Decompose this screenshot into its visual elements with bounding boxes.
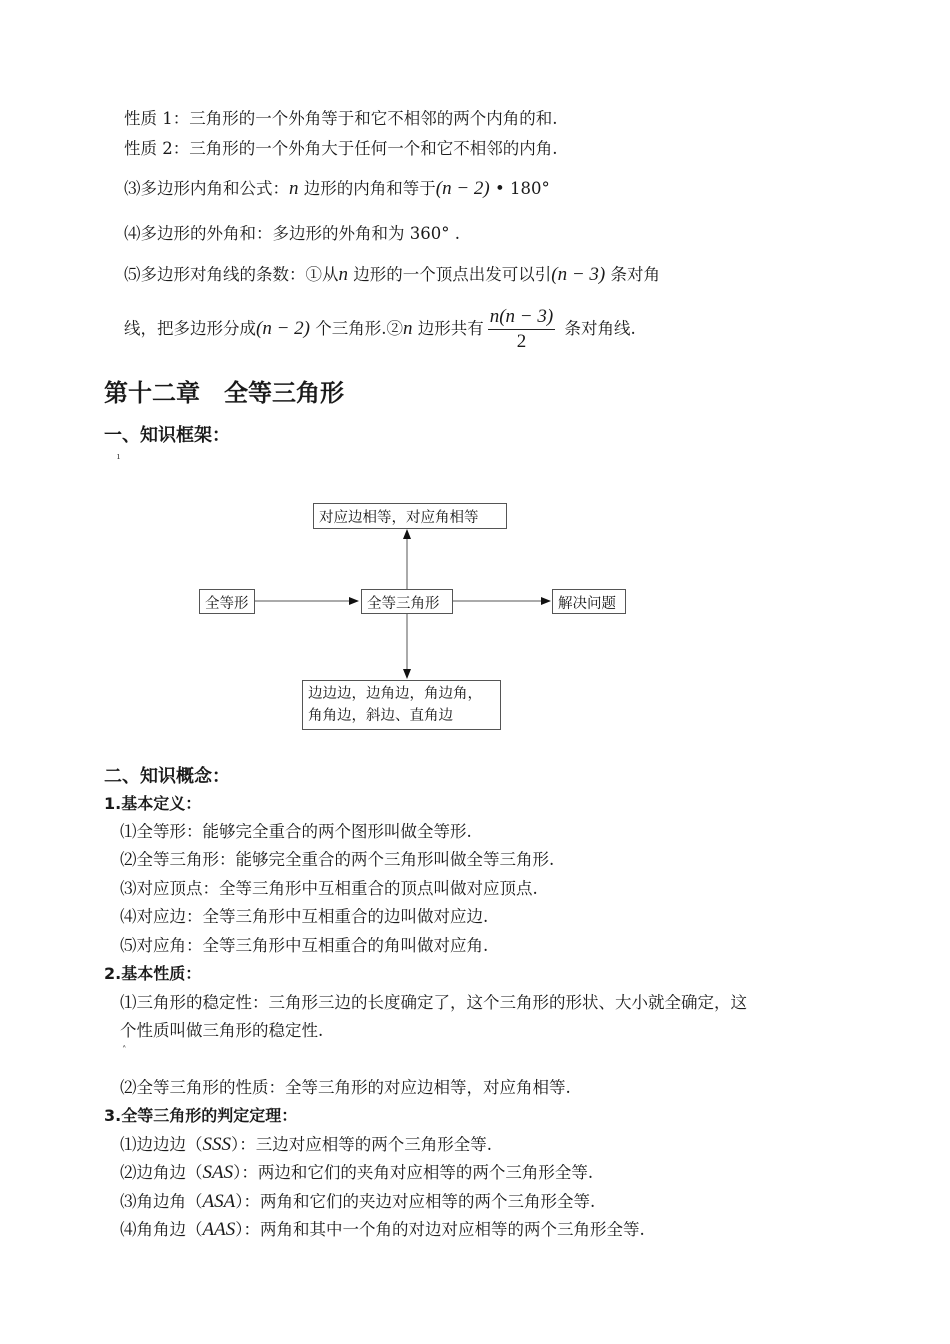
line6-mid2: 边形共有: [412, 319, 484, 338]
definition-congruent-figures: ⑴全等形：能够完全重合的两个图形叫做全等形.: [120, 822, 472, 841]
item3-prefix: ⑶多边形内角和公式：: [124, 179, 289, 198]
stray-mark-2: ˄: [122, 1046, 127, 1056]
definition-corresponding-vertices: ⑶对应顶点：全等三角形中互相重合的顶点叫做对应顶点.: [120, 879, 538, 898]
item3-n: n: [289, 178, 299, 199]
theorem-sas-abbr: SAS: [202, 1162, 234, 1183]
subsection-basic-definitions: 1.基本定义：: [104, 794, 202, 813]
theorem-sss-abbr: SSS: [202, 1134, 231, 1155]
theorem-aas-prefix: ⑷角角边（: [120, 1220, 203, 1239]
section-title-framework: 一、知识框架：: [104, 425, 230, 446]
theorem-aas: [120, 1216, 645, 1241]
theorem-asa-prefix: ⑶角边角（: [120, 1192, 203, 1211]
item3-mid: 边形的内角和等于: [298, 179, 436, 198]
criteria-line-2: 角角边，斜边、直角边: [308, 708, 453, 724]
item3-suffix: • 180°: [489, 179, 550, 198]
diagram-box-correspondence: 对应边相等，对应角相等: [313, 503, 507, 529]
fraction-denominator: 2: [516, 331, 527, 352]
definition-corresponding-angles: ⑸对应角：全等三角形中互相重合的角叫做对应角.: [120, 936, 489, 955]
diagram-box-congruent-triangles: 全等三角形: [361, 589, 453, 614]
theorem-sss-prefix: ⑴边边边（: [120, 1135, 203, 1154]
line6-n: n: [402, 318, 413, 339]
property-2: 性质 2：三角形的一个外角大于任何一个和它不相邻的内角.: [124, 139, 558, 158]
theorem-asa-suffix: ）：两角和它们的夹边对应相等的两个三角形全等.: [235, 1192, 596, 1211]
theorem-sas-suffix: ）：两边和它们的夹角对应相等的两个三角形全等.: [233, 1163, 594, 1182]
chapter-title: 第十二章 全等三角形: [104, 379, 344, 407]
criteria-line-1: 边边边，边角边，角边角，: [308, 686, 482, 702]
theorem-asa-abbr: ASA: [202, 1191, 236, 1212]
subsection-criteria-theorems: 3.全等三角形的判定定理：: [104, 1106, 298, 1125]
item-exterior-angle-sum: ⑷多边形的外角和：多边形的外角和为 360° .: [124, 224, 460, 243]
theorem-sas: [120, 1159, 593, 1184]
diagram-box-criteria: [302, 680, 501, 730]
line6-prefix: 线，把多边形分成: [124, 319, 256, 338]
property-stability-line-2: 个性质叫做三角形的稳定性.: [120, 1021, 324, 1040]
property-stability-line-1: ⑴三角形的稳定性：三角形三边的长度确定了，这个三角形的形状、大小就全确定，这: [120, 993, 747, 1012]
line6-expr: (n − 2): [256, 318, 310, 339]
theorem-asa: [120, 1188, 595, 1213]
theorem-sas-prefix: ⑵边角边（: [120, 1163, 203, 1182]
subsection-basic-properties: 2.基本性质：: [104, 964, 202, 983]
item5-expr: (n − 3): [551, 264, 606, 285]
line6-suffix: 条对角线.: [559, 319, 636, 338]
definition-congruent-triangles: ⑵全等三角形：能够完全重合的两个三角形叫做全等三角形.: [120, 850, 555, 869]
theorem-sss-suffix: ）：三边对应相等的两个三角形全等.: [231, 1135, 492, 1154]
item5-mid: 边形的一个顶点出发可以引: [348, 265, 552, 284]
item5-n: n: [338, 264, 348, 285]
diagram-box-solve-problems: 解决问题: [552, 589, 626, 614]
property-congruent-triangles: ⑵全等三角形的性质：全等三角形的对应边相等，对应角相等.: [120, 1078, 571, 1097]
theorem-aas-abbr: AAS: [202, 1219, 236, 1240]
fraction-numerator: n(n − 3): [488, 306, 555, 330]
item5-prefix: ⑸多边形对角线的条数：①从: [124, 265, 339, 284]
item3-expr: (n − 2): [435, 178, 490, 199]
theorem-aas-suffix: ）：两角和其中一个角的对边对应相等的两个三角形全等.: [235, 1220, 645, 1239]
line6-mid: 个三角形.②: [309, 319, 403, 338]
item5-suffix: 条对角: [605, 265, 660, 284]
diagram-box-congruent-figures: 全等形: [199, 589, 255, 614]
theorem-sss: [120, 1131, 492, 1156]
property-1: 性质 1：三角形的一个外角等于和它不相邻的两个内角的和.: [124, 109, 558, 128]
section-title-concepts: 二、知识概念：: [104, 766, 230, 787]
stray-mark: ı: [117, 452, 120, 462]
definition-corresponding-sides: ⑷对应边：全等三角形中互相重合的边叫做对应边.: [120, 907, 489, 926]
